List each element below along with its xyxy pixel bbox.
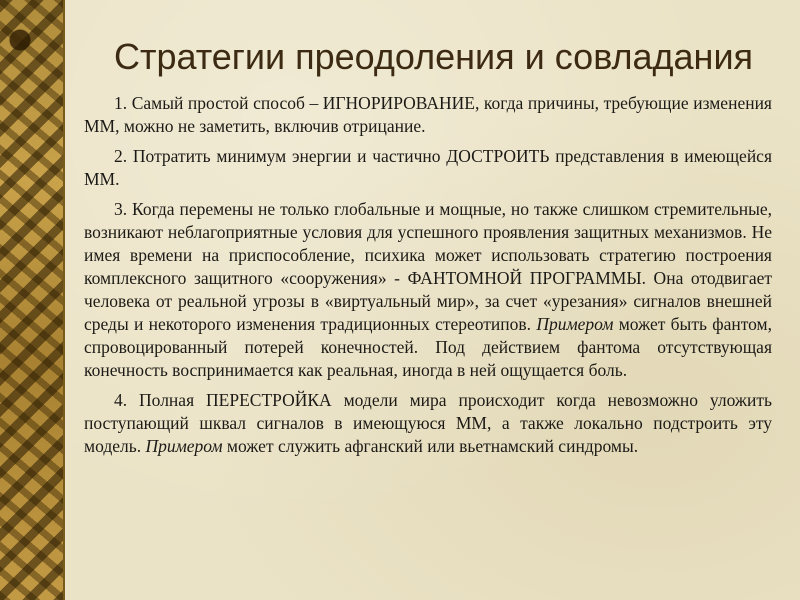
paragraph-2 (84, 145, 772, 191)
paragraph-text: 2. Потратить минимум энергии и частично ДОСТРОИТЬ представления в имеющейся ММ. (84, 146, 772, 189)
paragraph-3 (84, 198, 772, 382)
paragraph-1 (84, 92, 772, 138)
paragraph-text: 1. Самый простой способ – ИГНОРИРОВАНИЕ, когда причины, требующие изменения ММ, можно не заметить, включив отрицание. (84, 93, 772, 136)
slide-body (84, 92, 772, 465)
paragraph-text: 3. Когда перемены не только глобальные и мощные, но также слишком стремительные, возникают неблагоприятные условия для успешного проявления защитных механизмов. Не имея времени на приспособление, психика может использовать стратегию построения комплексного защитного «сооружения» - ФАНТОМНОЙ ПРОГРАММЫ. Она отодвигает человека от реальной угрозы в «виртуальный мир», за счет «урезания» сигналов внешней среды и некоторого изменения традиционных стереотипов. (84, 199, 772, 334)
emphasis-text: Примером (145, 436, 223, 456)
decorative-border (0, 0, 65, 600)
paragraph-text: может быть фантом, спровоцированный потерей конечностей. Под действием фантома отсутствующая конечность воспринимается как реальная, иногда в ней ощущается боль. (84, 314, 772, 380)
slide-title: Стратегии преодоления и совладания (113, 36, 754, 77)
paragraph-text: может служить афганский или вьетнамский синдромы. (222, 436, 639, 456)
paragraph-text: 4. Полная ПЕРЕСТРОЙКА модели мира происходит когда невозможно уложить поступающий шквал сигналов в имеющуюся ММ, а также локально подстроить эту модель. (84, 390, 772, 456)
emphasis-text: Примером (536, 314, 614, 334)
paragraph-4 (84, 389, 772, 458)
